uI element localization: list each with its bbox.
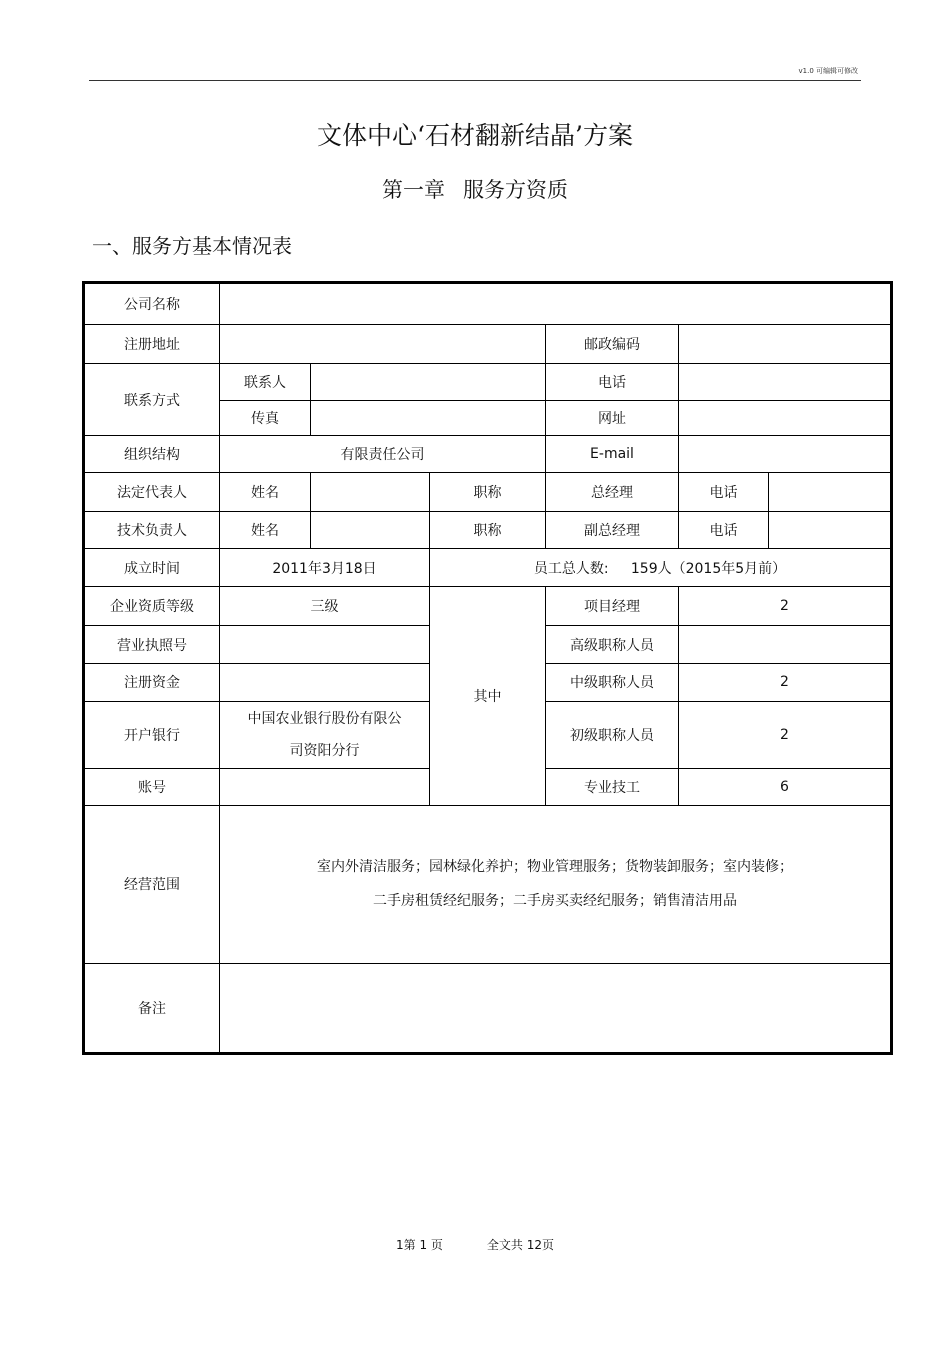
technician-value: 6 [679, 768, 892, 805]
senior-staff-value [679, 626, 892, 664]
row-remarks [84, 963, 892, 1053]
row-scope [84, 805, 892, 963]
row-reg-address [84, 325, 892, 364]
company-name-value [220, 283, 892, 325]
footer-page-current: 1第 1 页 [396, 1238, 443, 1252]
phone-value [679, 364, 892, 401]
reg-address-value [220, 325, 546, 364]
remarks-label: 备注 [84, 963, 220, 1053]
org-structure-label: 组织结构 [84, 436, 220, 473]
header-version-text: v1.0 可编辑可修改 [798, 67, 858, 75]
tech-lead-name-label: 姓名 [220, 512, 311, 549]
project-manager-label: 项目经理 [546, 587, 679, 626]
document-title: 文体中心‘石材翻新结晶’方案 [317, 121, 633, 150]
phone-label: 电话 [546, 364, 679, 401]
tech-lead-phone-label: 电话 [679, 512, 769, 549]
qualification-label: 企业资质等级 [84, 587, 220, 626]
legal-rep-phone-label: 电话 [679, 473, 769, 512]
tech-lead-title-label: 职称 [430, 512, 546, 549]
bank-line-2: 司资阳分行 [289, 742, 360, 759]
staff-total-label: 员工总人数: [533, 560, 609, 577]
founded-label: 成立时间 [84, 549, 220, 587]
footer-page-total: 全文共 12页 [486, 1238, 554, 1252]
mid-staff-value: 2 [679, 664, 892, 701]
reg-address-label: 注册地址 [84, 325, 220, 364]
bank-label: 开户银行 [84, 701, 220, 768]
technician-label: 专业技工 [546, 768, 679, 805]
license-label: 营业执照号 [84, 626, 220, 664]
fax-value [311, 401, 546, 436]
chapter-number: 第一章 [382, 178, 445, 202]
among-label: 其中 [430, 587, 546, 805]
row-legal-rep [84, 473, 892, 512]
website-label: 网址 [546, 401, 679, 436]
row-org-structure [84, 436, 892, 473]
row-qualification [84, 587, 892, 626]
tech-lead-name-value [311, 512, 430, 549]
postal-code-label: 邮政编码 [546, 325, 679, 364]
header-divider [89, 80, 861, 81]
service-provider-info-table [82, 281, 893, 1055]
junior-staff-label: 初级职称人员 [546, 701, 679, 768]
reg-capital-label: 注册资金 [84, 664, 220, 701]
bank-line-1: 中国农业银行股份有限公 [247, 710, 402, 727]
license-value [220, 626, 430, 664]
website-value [679, 401, 892, 436]
email-value [679, 436, 892, 473]
bank-value [220, 701, 430, 768]
scope-value [220, 805, 892, 963]
org-structure-value: 有限责任公司 [220, 436, 546, 473]
company-name-label: 公司名称 [84, 283, 220, 325]
page-footer [0, 1236, 950, 1253]
legal-rep-title-label: 职称 [430, 473, 546, 512]
legal-rep-title-value: 总经理 [546, 473, 679, 512]
tech-lead-label: 技术负责人 [84, 512, 220, 549]
qualification-value: 三级 [220, 587, 430, 626]
scope-line-2: 二手房租赁经纪服务；二手房买卖经纪服务；销售清洁用品 [373, 893, 738, 910]
senior-staff-label: 高级职称人员 [546, 626, 679, 664]
fax-label: 传真 [220, 401, 311, 436]
junior-staff-value: 2 [679, 701, 892, 768]
staff-total-value: 159人（2015年5月前） [630, 560, 787, 577]
legal-rep-label: 法定代表人 [84, 473, 220, 512]
staff-total-cell [430, 549, 892, 587]
remarks-value [220, 963, 892, 1053]
chapter-heading [0, 174, 950, 204]
contact-person-value [311, 364, 546, 401]
tech-lead-phone-value [769, 512, 892, 549]
legal-rep-name-value [311, 473, 430, 512]
tech-lead-title-value: 副总经理 [546, 512, 679, 549]
account-value [220, 768, 430, 805]
legal-rep-phone-value [769, 473, 892, 512]
chapter-name: 服务方资质 [463, 178, 568, 202]
row-contact-1 [84, 364, 892, 401]
row-company-name [84, 283, 892, 325]
scope-label: 经营范围 [84, 805, 220, 963]
account-label: 账号 [84, 768, 220, 805]
section-heading: 一、服务方基本情况表 [92, 234, 292, 258]
row-tech-lead [84, 512, 892, 549]
legal-rep-name-label: 姓名 [220, 473, 311, 512]
contact-person-label: 联系人 [220, 364, 311, 401]
contact-label: 联系方式 [84, 364, 220, 436]
email-label: E-mail [546, 436, 679, 473]
project-manager-value: 2 [679, 587, 892, 626]
postal-code-value [679, 325, 892, 364]
mid-staff-label: 中级职称人员 [546, 664, 679, 701]
scope-line-1: 室内外清洁服务；园林绿化养护；物业管理服务；货物装卸服务；室内装修； [317, 859, 794, 876]
founded-value: 2011年3月18日 [220, 549, 430, 587]
row-founded [84, 549, 892, 587]
reg-capital-value [220, 664, 430, 701]
